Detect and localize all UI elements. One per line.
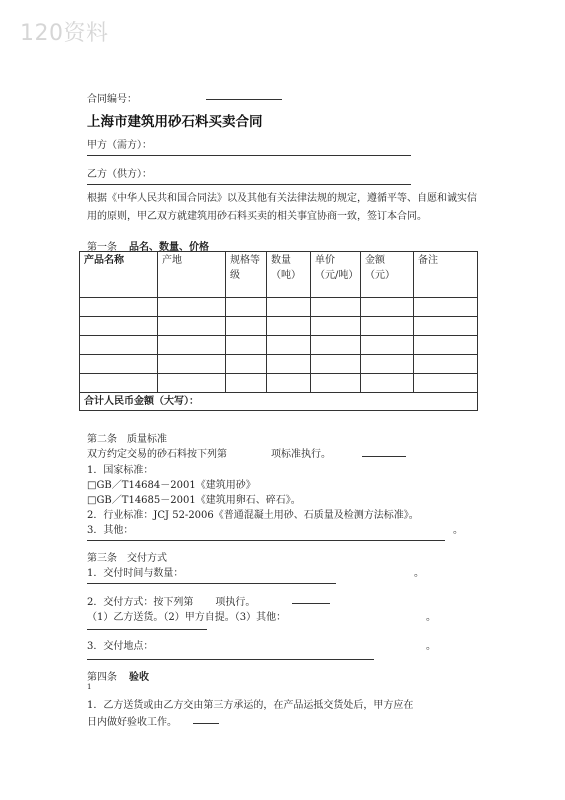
goods-table-header-row	[80, 252, 478, 298]
table-cell	[311, 374, 361, 393]
table-cell	[226, 355, 267, 374]
table-cell	[80, 374, 158, 393]
table-cell	[226, 336, 267, 355]
article4-item1-line1: 1．乙方送货或由乙方交由第三方承运的，在产品运抵交货处后，甲方应在	[87, 700, 414, 711]
table-cell	[267, 298, 311, 317]
col-origin: 产地	[158, 252, 226, 298]
table-cell	[158, 355, 226, 374]
table-cell	[80, 355, 158, 374]
article2-line1-start: 双方约定交易的砂石料按下列第	[87, 449, 227, 460]
delivery-time-blank	[87, 583, 336, 584]
table-row	[80, 298, 478, 317]
table-cell	[226, 374, 267, 393]
table-cell	[158, 298, 226, 317]
table-cell	[158, 374, 226, 393]
table-cell	[267, 336, 311, 355]
col-amount: 金额（元）	[361, 252, 414, 298]
article4-title: 验收	[129, 672, 149, 683]
delivery-other-blank	[87, 629, 207, 630]
table-cell	[414, 298, 478, 317]
article1-number: 第一条	[87, 242, 117, 253]
article3-item1-period: 。	[414, 568, 424, 579]
table-cell	[80, 336, 158, 355]
article2-item3-period: 。	[453, 525, 463, 536]
standard-choice-blank	[362, 456, 406, 457]
col-product-name: 产品名称	[80, 252, 158, 298]
article4-number: 第四条	[87, 672, 117, 683]
contract-number-blank	[206, 99, 282, 100]
table-cell	[267, 355, 311, 374]
col-unit-price: 单价（元/吨）	[311, 252, 361, 298]
delivery-place-blank	[87, 659, 374, 660]
table-cell	[414, 355, 478, 374]
table-cell	[361, 374, 414, 393]
table-cell	[414, 317, 478, 336]
table-cell	[311, 317, 361, 336]
table-cell	[311, 336, 361, 355]
article2-line1	[87, 445, 331, 460]
table-row	[80, 355, 478, 374]
goods-table	[79, 251, 478, 411]
table-cell	[267, 317, 311, 336]
table-cell	[414, 374, 478, 393]
table-row	[80, 336, 478, 355]
article2-line1-end: 项标准执行。	[271, 449, 331, 460]
col-quantity: 数量（吨）	[267, 252, 311, 298]
article1-title: 品名、数量、价格	[129, 242, 209, 253]
page-mark: 1	[87, 683, 92, 691]
table-cell	[267, 374, 311, 393]
table-cell	[80, 317, 158, 336]
table-row	[80, 374, 478, 393]
table-cell	[311, 298, 361, 317]
table-cell	[361, 317, 414, 336]
article4-item1-line2: 日内做好验收工作。	[87, 717, 177, 728]
intro-paragraph: 根据《中华人民共和国合同法》以及其他有关法律法规的规定，遵循平等、自愿和诚实信用的原则，甲乙双方就建筑用砂石料买卖的相关事宜协商一致，签订本合同。	[87, 193, 477, 222]
inspection-days-blank	[193, 723, 219, 724]
standard-gb-14684: □GB／T14684－2001《建筑用砂》	[87, 480, 256, 491]
delivery-method-blank	[292, 603, 330, 604]
contract-number-label: 合同编号：	[87, 94, 137, 105]
article2-item1: 1．国家标准：	[87, 465, 154, 476]
document-title: 上海市建筑用砂石料买卖合同	[87, 114, 263, 130]
col-grade: 规格等级	[226, 252, 267, 298]
article3-item3-period: 。	[426, 641, 436, 652]
article3-item2-start: 2．交付方式：按下列第	[87, 597, 194, 608]
table-cell	[226, 317, 267, 336]
article2-item2: 2．行业标准：JCJ 52-2006《普通混凝土用砂、石质量及检测方法标准》。	[87, 510, 419, 521]
party-a-blank	[87, 155, 411, 156]
table-cell	[311, 355, 361, 374]
article3-item2	[87, 593, 255, 608]
party-b-label: 乙方（供方）：	[87, 169, 152, 180]
article2-heading: 第二条 质量标准	[87, 434, 167, 445]
delivery-options-period: 。	[426, 612, 436, 623]
article3-item3: 3．交付地点：	[87, 641, 154, 652]
article2-item3: 3．其他：	[87, 525, 134, 536]
watermark-logo: 120资料	[20, 21, 109, 46]
table-cell	[361, 298, 414, 317]
table-cell	[158, 336, 226, 355]
table-total-row	[80, 393, 478, 411]
standard-gb-14685: □GB／T14685－2001《建筑用卵石、碎石》。	[87, 495, 301, 506]
article4-heading	[87, 668, 149, 683]
article3-heading: 第三条 交付方式	[87, 553, 167, 564]
article2-other-blank	[87, 540, 445, 541]
table-cell	[80, 298, 158, 317]
article3-item2-end: 项执行。	[215, 597, 256, 608]
table-cell	[414, 336, 478, 355]
party-b-blank	[87, 184, 411, 185]
col-remarks: 备注	[414, 252, 478, 298]
table-cell	[361, 355, 414, 374]
total-amount-label: 合计人民币金额（大写）：	[80, 393, 478, 411]
table-row	[80, 317, 478, 336]
article3-item1: 1．交付时间与数量：	[87, 568, 184, 579]
table-cell	[361, 336, 414, 355]
delivery-options: （1）乙方送货。（2）甲方自提。（3）其他：	[87, 612, 287, 623]
table-cell	[226, 298, 267, 317]
table-cell	[158, 317, 226, 336]
party-a-label: 甲方（需方）：	[87, 140, 152, 151]
